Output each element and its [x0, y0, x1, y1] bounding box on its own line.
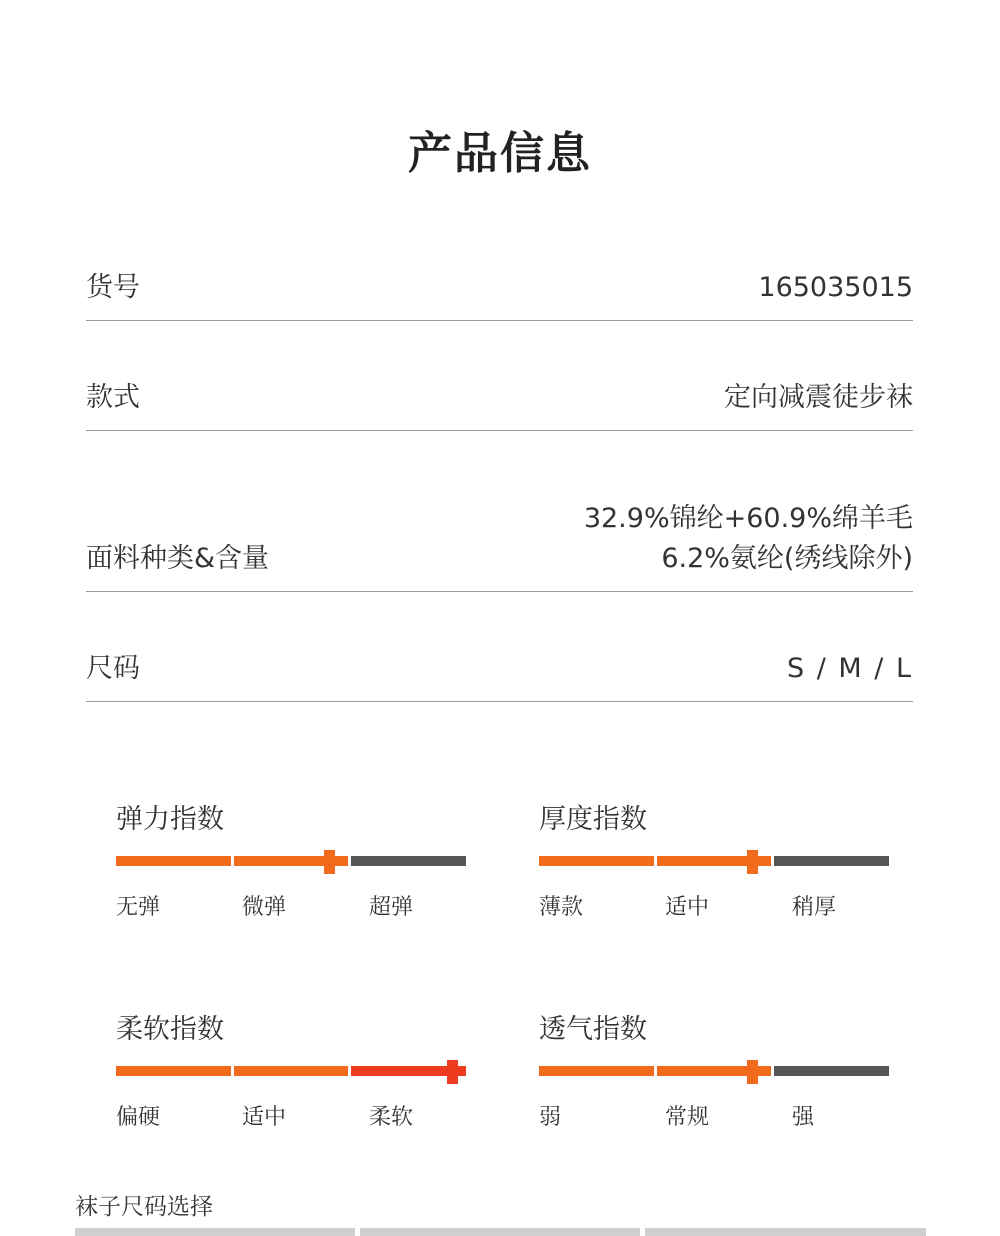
info-label: 款式 — [86, 382, 140, 413]
size-tab-3[interactable] — [645, 1228, 926, 1236]
gauge-elasticity — [116, 800, 466, 920]
info-row-size — [86, 649, 913, 702]
gauge-softness — [116, 1010, 466, 1130]
gauge-title: 透气指数 — [539, 1014, 647, 1045]
info-label: 尺码 — [86, 653, 140, 684]
gauge-segment — [116, 1066, 231, 1076]
gauge-segment — [774, 856, 889, 866]
gauge-bar — [539, 1060, 889, 1084]
info-value: 定向减震徒步袜 — [724, 382, 913, 413]
gauge-thickness — [539, 800, 889, 920]
size-tab-1[interactable] — [75, 1228, 355, 1236]
gauge-tick-label: 偏硬 — [116, 1105, 161, 1130]
gauge-breathability — [539, 1010, 889, 1130]
page-title: 产品信息 — [408, 128, 592, 179]
gauge-tick-label: 柔软 — [369, 1105, 414, 1130]
gauge-title: 柔软指数 — [116, 1014, 224, 1045]
info-value-line-1: 32.9%锦纶+60.9%绵羊毛 — [583, 503, 913, 534]
gauge-tick-label: 稍厚 — [792, 895, 837, 920]
info-label: 面料种类&含量 — [86, 543, 270, 574]
gauge-marker — [747, 1060, 758, 1084]
gauge-tick-label: 适中 — [665, 895, 710, 920]
info-row-item-number — [86, 268, 913, 321]
gauge-marker — [324, 850, 335, 874]
gauge-segment — [234, 1066, 349, 1076]
gauge-title: 厚度指数 — [539, 804, 647, 835]
gauge-tick-label: 强 — [792, 1105, 815, 1130]
gauge-bar — [539, 850, 889, 874]
gauge-tick-label: 无弹 — [116, 895, 161, 920]
gauge-tick-label: 微弹 — [242, 895, 287, 920]
gauge-title: 弹力指数 — [116, 804, 224, 835]
gauge-marker — [447, 1060, 458, 1084]
gauge-segment — [774, 1066, 889, 1076]
gauge-marker — [747, 850, 758, 874]
sock-size-selection-heading: 袜子尺码选择 — [75, 1194, 213, 1220]
gauge-tick-label: 弱 — [539, 1105, 562, 1130]
gauge-segment — [539, 1066, 654, 1076]
info-label: 货号 — [86, 272, 140, 303]
gauge-tick-label: 常规 — [665, 1105, 710, 1130]
gauge-segment — [351, 856, 466, 866]
size-tab-2[interactable] — [360, 1228, 640, 1236]
gauge-segment — [116, 856, 231, 866]
gauge-tick-label: 超弹 — [369, 895, 414, 920]
info-row-style — [86, 378, 913, 431]
info-row-fabric — [86, 499, 913, 592]
info-value: S / M / L — [787, 653, 913, 684]
gauge-bar — [116, 1060, 466, 1084]
gauge-bar — [116, 850, 466, 874]
info-value-line-2: 6.2%氨纶(绣线除外) — [661, 543, 913, 574]
info-value: 165035015 — [758, 272, 913, 303]
gauge-tick-label: 薄款 — [539, 895, 584, 920]
gauge-segment — [539, 856, 654, 866]
gauge-tick-label: 适中 — [242, 1105, 287, 1130]
